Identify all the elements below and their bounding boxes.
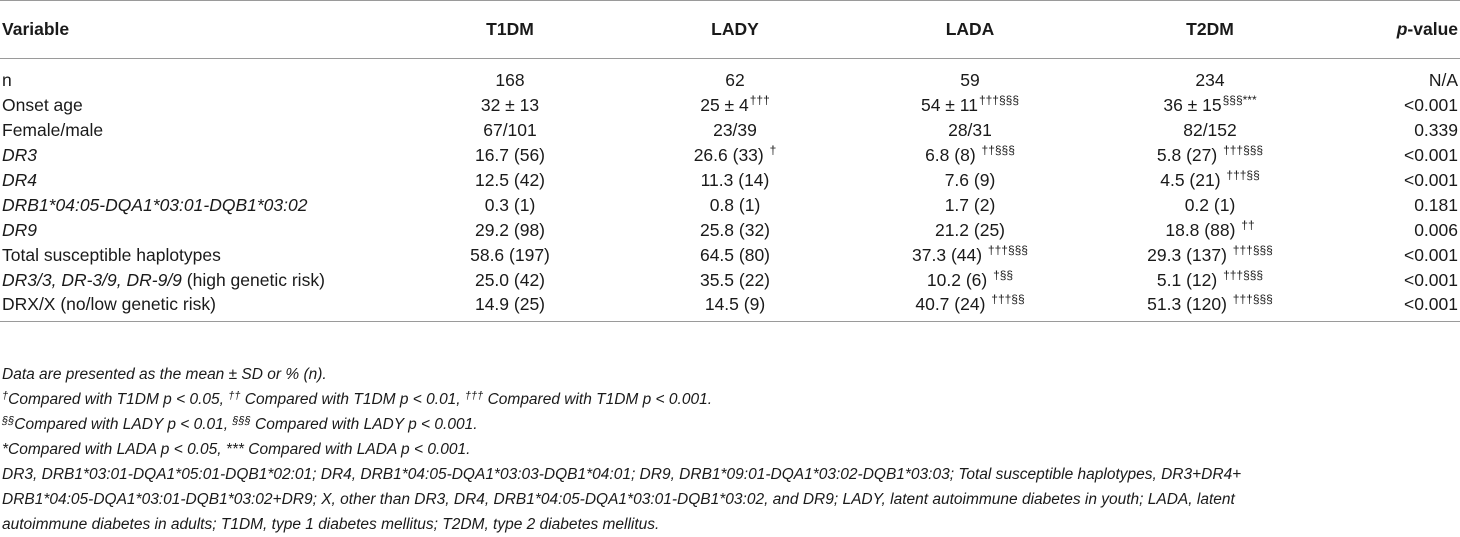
footnote-line-1: Data are presented as the mean ± SD or % (n). [2,366,327,383]
cell-value: 36 ± 15 [1163,94,1222,115]
variable-label-suffix: (high genetic risk) [181,269,325,290]
header-lady: LADY [630,1,840,59]
cell-lada [840,93,1100,118]
header-lada: LADA [840,1,1100,59]
table-row [0,118,1460,143]
header-p-rest: -value [1407,19,1458,39]
table-row [0,93,1460,118]
cell-lady [630,218,840,243]
variable-label: Total susceptible haplotypes [2,244,221,265]
cell-lada [840,143,1100,168]
significance-marker: †††§§§ [1223,267,1264,282]
cell-variable [0,268,390,293]
table-row [0,143,1460,168]
cell-value: 64.5 (80) [699,244,771,265]
cell-lada [840,193,1100,218]
cell-lada [840,168,1100,193]
significance-marker: †† [1241,217,1255,232]
table-body [0,59,1460,322]
variable-label: Female/male [2,119,104,140]
significance-marker: †§§ [993,267,1014,282]
cell-variable [0,193,390,218]
cell-p-value: <0.001 [1403,269,1458,290]
variable-label: DRX/X (no/low genetic risk) [2,294,216,315]
cell-t2dm [1100,243,1320,268]
cell-value: 29.3 (137) [1147,244,1232,265]
table-row [0,293,1460,322]
cell-t1dm [390,168,630,193]
table-footnotes [2,362,1454,537]
cell-value: 168 [495,69,525,90]
footnote-text: Compared with T1DM p < 0.01, [240,391,465,408]
cell-value: 4.5 (21) [1160,169,1226,190]
table-row [0,243,1460,268]
cell-t2dm [1100,168,1320,193]
cell-p-value: <0.001 [1403,169,1458,190]
cell-variable [0,59,390,93]
cell-t2dm [1100,59,1320,93]
table-row [0,268,1460,293]
cell-value: 0.2 (1) [1184,194,1236,215]
cell-value: 40.7 (24) [915,294,991,315]
cell-value: 37.3 (44) [912,244,987,265]
footnote-symbol: §§ [2,415,15,427]
cell-value: 32 ± 13 [480,94,540,115]
cell-value: 5.1 (12) [1156,269,1223,290]
header-p-italic: p [1396,19,1408,39]
table-header-row [0,1,1460,59]
cell-p-value: 0.006 [1414,219,1458,240]
cell-lada [840,59,1100,93]
footnote-text: Compared with LADY p < 0.001. [250,416,478,433]
cell-value: 25 ± 4 [700,94,749,115]
cell-value: 18.8 (88) [1165,219,1241,240]
cell-t1dm [390,93,630,118]
cell-value: 16.7 (56) [474,144,546,165]
footnote-line-2 [2,387,1454,412]
cell-t2dm [1100,218,1320,243]
cell-value: 0.8 (1) [709,194,761,215]
cell-t2dm [1100,118,1320,143]
cell-value: 82/152 [1183,119,1237,140]
cell-value: 11.3 (14) [700,169,770,190]
cell-lady [630,268,840,293]
cell-t2dm [1100,143,1320,168]
significance-marker: †††§§ [991,292,1025,307]
footnote-text: Compared with T1DM p < 0.001. [483,391,713,408]
significance-marker: † [769,142,777,157]
variable-label: DR9 [2,219,38,240]
cell-value: 59 [960,69,980,90]
footnote-symbol: †† [228,390,241,402]
significance-marker: §§§*** [1222,92,1257,107]
cell-value: 1.7 (2) [944,194,996,215]
footnote-line-4: *Compared with LADA p < 0.05, *** Compared with LADA p < 0.001. [2,441,471,458]
significance-marker: †††§§§ [1232,242,1273,257]
cell-value: 26.6 (33) [693,144,769,165]
cell-value: 7.6 (9) [944,169,996,190]
cell-value: 62 [725,69,745,90]
cell-t1dm [390,218,630,243]
significance-marker: ††§§§ [981,142,1015,157]
cell-t2dm [1100,93,1320,118]
cell-p-value: <0.001 [1403,244,1458,265]
header-p-value [1320,1,1460,59]
cell-value: 21.2 (25) [934,219,1006,240]
cell-lady [630,243,840,268]
variable-label: DR3/3, DR-3/9, DR-9/9 [2,269,182,290]
cell-lady [630,118,840,143]
cell-t2dm [1100,293,1320,322]
variable-label: n [2,69,12,90]
cell-t1dm [390,268,630,293]
cell-lada [840,293,1100,322]
cell-p-value: <0.001 [1320,293,1460,322]
cell-lady [630,93,840,118]
variable-label: DR3 [2,144,38,165]
cell-value: 51.3 (120) [1147,294,1232,315]
variable-label: DRB1*04:05-DQA1*03:01-DQB1*03:02 [2,194,308,215]
cell-lada [840,268,1100,293]
cell-lady [630,143,840,168]
cell-t2dm [1100,268,1320,293]
variable-label: DR4 [2,169,38,190]
footnote-symbol: ††† [464,390,484,402]
table-row [0,218,1460,243]
cell-variable [0,143,390,168]
footnote-symbol: §§§ [232,415,251,427]
cell-value: 6.8 (8) [925,144,981,165]
cell-t2dm [1100,193,1320,218]
header-variable: Variable [0,1,390,59]
table-row [0,193,1460,218]
significance-marker: †††§§§ [987,242,1028,257]
cell-value: 28/31 [948,119,992,140]
variable-label: Onset age [2,94,83,115]
cell-variable [0,118,390,143]
cell-value: 25.8 (32) [699,219,771,240]
cell-t1dm [390,59,630,93]
cell-value: 14.5 (9) [704,294,766,315]
header-t2dm: T2DM [1100,1,1320,59]
cell-value: 14.9 (25) [474,294,546,315]
cell-t1dm [390,193,630,218]
cell-value: 58.6 (197) [470,244,550,265]
cell-lada [840,118,1100,143]
footnote-line-6: DRB1*04:05-DQA1*03:01-DQB1*03:02+DR9; X, other than DR3, DR4, DRB1*04:05-DQA1*03:01-DQB1*03:02, and DR9; LADY, latent autoimmune diabetes in youth; LADA, latent [2,491,1235,508]
cell-value: 5.8 (27) [1156,144,1223,165]
footnote-symbol: † [2,390,9,402]
footnote-line-5: DR3, DRB1*03:01-DQA1*05:01-DQB1*02:01; DR4, DRB1*04:05-DQA1*03:03-DQB1*04:01; DR9, DRB1*09:01-DQA1*03:02-DQB1*03:03; Total susceptible haplotypes, DR3+DR4+ [2,466,1242,483]
cell-value: 25.0 (42) [474,269,546,290]
cell-p-value: 0.339 [1414,119,1458,140]
cell-value: 54 ± 11 [920,94,978,115]
cell-variable [0,168,390,193]
cell-lady [630,168,840,193]
significance-marker: †††§§§ [1223,142,1264,157]
cell-lada [840,218,1100,243]
cell-value: 234 [1195,69,1225,90]
cell-p-value: <0.001 [1403,94,1458,115]
cell-t1dm [390,118,630,143]
significance-marker: †††§§§ [1232,292,1273,307]
significance-marker: ††† [749,92,770,107]
cell-value: 0.3 (1) [484,194,536,215]
cell-p-value: <0.001 [1403,144,1458,165]
cell-lady [630,193,840,218]
footnote-text: Compared with LADY p < 0.01, [14,416,233,433]
table-row [0,168,1460,193]
header-t1dm: T1DM [390,1,630,59]
cell-t1dm [390,143,630,168]
cell-value: 23/39 [713,119,757,140]
cell-value: 35.5 (22) [699,269,771,290]
cell-variable [0,218,390,243]
table-row [0,59,1460,93]
cell-variable [0,243,390,268]
footnote-line-3 [2,412,1454,437]
cell-variable [0,93,390,118]
cell-variable [0,293,390,322]
cell-p-value: 0.181 [1414,194,1458,215]
footnote-line-7: autoimmune diabetes in adults; T1DM, type 1 diabetes mellitus; T2DM, type 2 diabetes mellitus. [2,516,660,533]
cell-value: 29.2 (98) [474,219,546,240]
cell-p-value: N/A [1428,69,1458,90]
significance-marker: †††§§ [1226,167,1260,182]
cell-lada [840,243,1100,268]
cell-value: 10.2 (6) [926,269,993,290]
cell-t1dm [390,293,630,322]
cell-t1dm [390,243,630,268]
cell-lady [630,59,840,93]
significance-marker: †††§§§ [978,92,1019,107]
cell-value: 12.5 (42) [474,169,546,190]
cell-lady [630,293,840,322]
footnote-text: Compared with T1DM p < 0.05, [8,391,229,408]
cell-value: 67/101 [483,119,537,140]
